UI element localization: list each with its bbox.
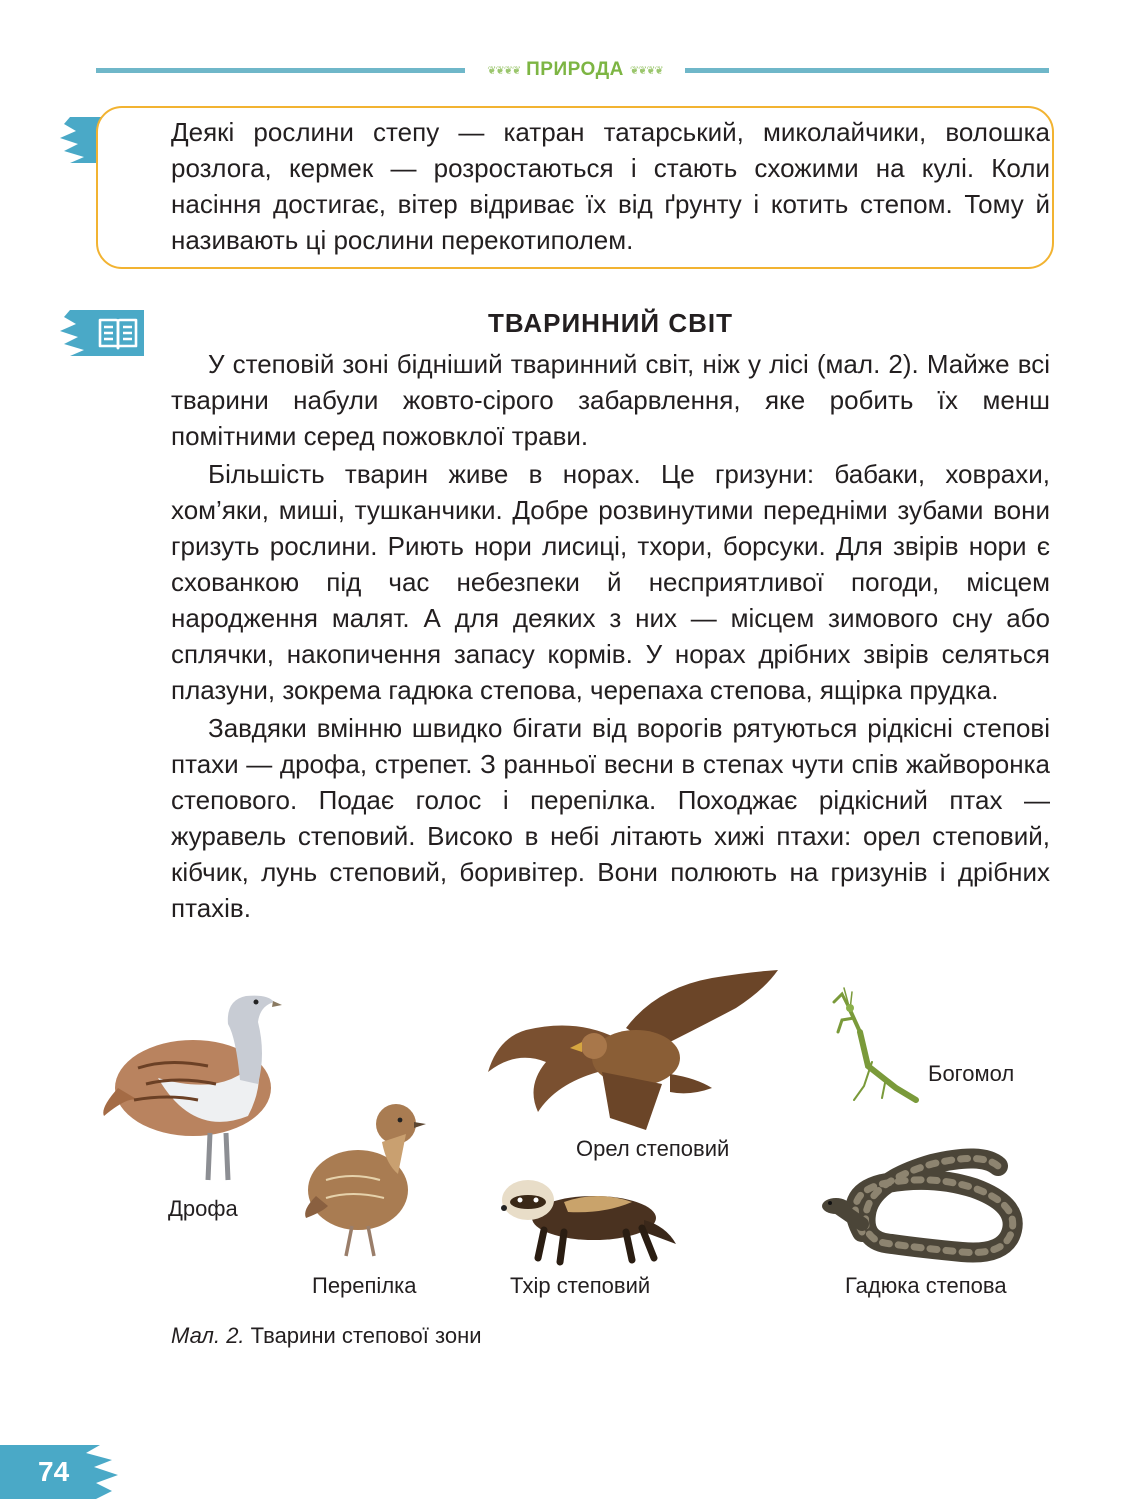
section-label: ПРИРОДА	[526, 59, 624, 80]
leaf-ornament-left-icon: ❦❦❦❦	[487, 64, 521, 77]
polecat-label: Тхір степовий	[510, 1273, 651, 1298]
mantis-image	[820, 982, 920, 1108]
book-icon	[60, 310, 144, 356]
figure-caption	[171, 1323, 482, 1349]
section-title: ТВАРИННИЙ СВІТ	[488, 308, 733, 338]
caption-prefix: Мал. 2.	[171, 1323, 245, 1348]
mantis-label: Богомол	[928, 1061, 1015, 1086]
paragraph: У степовій зоні бідніший тваринний світ, ніж у лісі (мал. 2). Майже всі тварини набули жовто-сірого забарвлення, яке робить їх менш помітними серед пожовклої трави.	[171, 349, 1050, 451]
section-header	[465, 55, 685, 85]
paragraph: Завдяки вмінню швидко бігати від ворогів рятуються рідкісні степові птахи — дрофа, стрепет. З ранньої весни в степах чути спів жайворонка степового. Подає голос і перепілка. Походжає рідкісний птах — журавель степовий. Високо в небі літають хижі птахи: орел степовий, кібчик, лунь степовий, боривітер. Вони полюють на гризунів і дрібних птахів.	[171, 713, 1050, 923]
bustard-label: Дрофа	[168, 1196, 238, 1221]
page-number: 74	[38, 1456, 70, 1487]
eagle-image	[486, 968, 782, 1148]
eagle-label: Орел степовий	[576, 1136, 730, 1161]
quail-image	[302, 1100, 434, 1260]
caption-text: Тварини степової зони	[244, 1323, 482, 1348]
quail-label: Перепілка	[312, 1273, 417, 1298]
polecat-image	[494, 1172, 680, 1266]
paragraph: Більшість тварин живе в норах. Це гризуни: бабаки, ховрахи, хом’яки, миші, тушканчики. Добре розвинутими передніми зубами вони гризуть рослини. Риють нори лисиці, тхори, борсуки. Для звірів нори є схованкою під час небезпеки й несприятливої погоди, місцем народження малят. А для деяких з них — місцем зимового сну або сплячки, накопичення запасу кормів. У норах дрібних звірів селяться плазуни, зокрема гадюка степова, черепаха степова, ящірка прудка.	[171, 459, 1050, 705]
viper-image	[822, 1144, 1028, 1274]
bustard-image	[98, 988, 298, 1188]
leaf-ornament-right-icon: ❦❦❦❦	[629, 64, 663, 77]
section-body	[171, 346, 1050, 928]
fact-text: Деякі рослини степу — катран татарський, миколайчики, волошка розлога, кермек — розростаються і стають схожими на кулі. Коли насіння достигає, вітер відриває їх від ґрунту і котить степом. Тому й називають ці рослини перекотиполем.	[171, 117, 1050, 255]
viper-label: Гадюка степова	[845, 1273, 1007, 1298]
